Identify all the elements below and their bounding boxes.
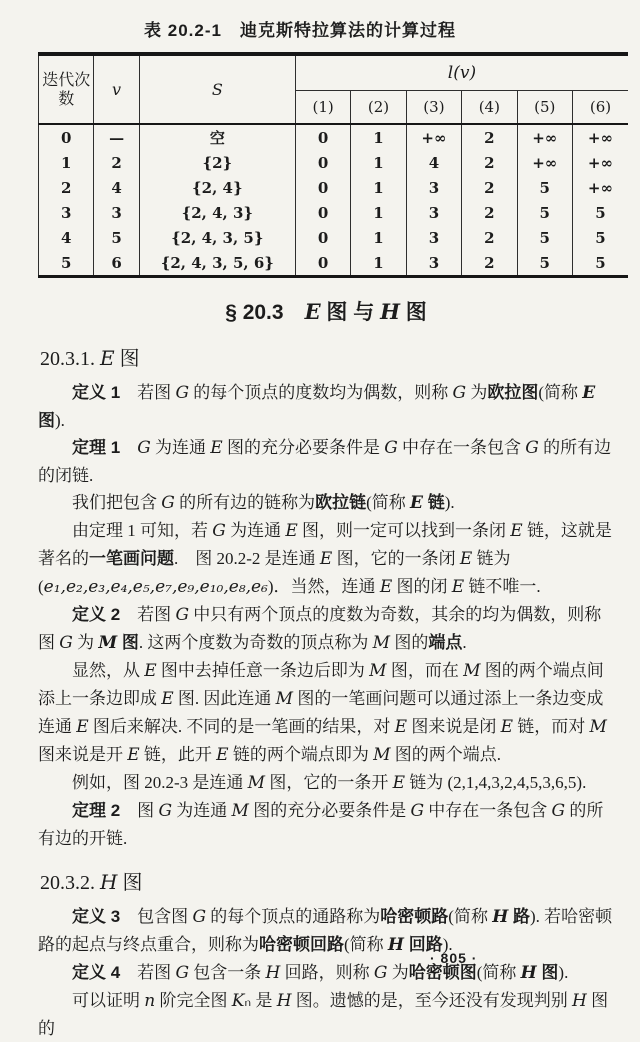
text-run: 图，它的一条开 [265,773,393,792]
dijkstra-table [38,52,628,278]
text-run: ). [55,411,65,430]
table-cell: 1 [351,200,406,225]
text-run: 图 [38,411,55,430]
table-cell: 3 [406,225,461,250]
table-cell: 5 [39,250,94,277]
table-cell: 3 [39,200,94,225]
text-run: . [462,633,467,652]
col-header-s: S [139,54,295,124]
text-run: H [572,991,587,1011]
table-cell: {2, 4, 3, 5, 6} [139,250,295,277]
table-row [39,124,629,150]
text-run: G [158,801,173,821]
table-cell: 0 [39,124,94,150]
text-run: 的所有边的闭链. [38,438,612,485]
text-run: (简称 [366,493,411,512]
text-run: E [76,717,89,737]
table-cell: 5 [517,225,572,250]
text-run: ). 若哈密顿路的起点与终点重合，则称为 [38,907,613,954]
table-cell: 2 [462,250,517,277]
text-run: 图的 [390,633,429,652]
table-cell: {2, 4} [139,175,295,200]
paragraph [38,769,614,797]
text-run: G [410,801,425,821]
text-run: G [384,438,398,458]
table-cell: 4 [94,175,139,200]
text-run: E [500,717,514,737]
table-cell: 2 [462,225,517,250]
text-run: 为 [387,963,409,982]
text-run: G [175,605,190,625]
text-run: 哈密顿回路 [259,935,344,954]
text-run: 为 [466,383,488,402]
text-run: H [276,991,292,1011]
text-run: E [100,346,115,370]
text-run: 为连通 [225,521,286,540]
paragraph [38,434,614,489]
text-run: 图的充分必要条件是 [248,801,411,820]
table-cell: 0 [295,250,350,277]
text-run [120,438,137,457]
paragraph [38,517,614,601]
text-run: 链的两个端点即为 [228,745,374,764]
text-run: 哈密顿图 [408,963,477,982]
text-run: . 这两个度数为奇数的顶点称为 [138,633,373,652]
text-run: E [144,661,157,681]
text-run: 可以证明 [72,991,145,1010]
text-run: 图，而在 [386,661,464,680]
text-run: G [175,383,190,403]
table-cell: 5 [94,225,139,250]
table-cell: 3 [406,200,461,225]
text-run: 图来说是开 [38,745,128,764]
table-cell: 3 [406,250,461,277]
text-run: 图 [117,633,139,652]
text-run: E [304,299,321,324]
page-number: · 805 · [430,950,478,966]
text-run: 为 [72,633,99,652]
text-run: n [144,991,156,1011]
text-run: 是 [251,991,277,1010]
text-run: 图中去掉任意一条边后即为 [156,661,370,680]
table-row [39,150,629,175]
section-heading [38,296,614,326]
text-run: 20.3.1. [40,348,100,370]
text-run: H [520,963,537,983]
text-run: G [137,438,151,458]
paragraph [38,601,614,657]
text-run: 链，而对 [513,717,590,736]
text-run: 图 [117,872,143,894]
col-header-iteration: 迭代次数 [39,54,94,124]
table-cell: +∞ [517,150,572,175]
text-run: M [369,661,387,681]
text-run: 回路 [403,935,443,954]
table-cell: {2, 4, 3, 5} [139,225,295,250]
table-cell: 1 [351,124,406,150]
text-run: E [161,689,174,709]
text-run: M [463,661,481,681]
text-run: 链 [422,493,445,512]
text-run: ). [444,493,455,512]
table-cell: 5 [517,175,572,200]
text-run: 图的闭 [392,577,452,596]
text-run: E [216,745,229,765]
text-run: 欧拉链 [315,493,367,512]
text-run: (简称 [476,963,521,982]
table-cell: 1 [351,175,406,200]
text-run: G [212,521,226,541]
text-run: E [410,493,423,513]
text-run: H [100,870,118,894]
text-run: G [525,438,539,458]
text-run: G [192,907,207,927]
text-run: 图的两个端点. [390,745,502,764]
text-run: 图。遗憾的是，至今还没有发现判别 [291,991,573,1010]
table-cell: 3 [406,175,461,200]
section-content [38,290,614,1042]
text-run: H [387,935,404,955]
table-cell: {2, 4, 3} [139,200,295,225]
table-cell: — [94,124,139,150]
text-run: E [127,745,140,765]
text-run: G [161,493,175,513]
table-cell: 5 [595,228,606,247]
table-cell: 5 [595,203,606,222]
text-run: G [175,963,190,983]
text-run: e₁,e₂,e₃,e₄,e₅,e₇,e₉,e₁₀,e₈,e₆ [43,577,268,597]
table-cell: 5 [595,253,606,272]
text-run: 图来说是闭 [407,717,501,736]
table-header [39,54,629,124]
text-run: H [265,963,281,983]
text-run: 显然，从 [72,661,145,680]
text-run: 链，这就是著名的 [38,521,612,568]
col-subheader: (5) [517,91,572,125]
text-run: E [510,521,523,541]
table-cell: +∞ [517,124,572,150]
table-cell: 1 [39,150,94,175]
text-run: 的所有边的链称为 [174,493,316,512]
text-run: E [582,383,596,403]
table-cell: 0 [295,150,350,175]
table-cell: 2 [462,150,517,175]
col-subheader: (3) [406,91,461,125]
text-run: 若图 [120,963,176,982]
text-run: M [231,801,249,821]
text-run: )．当然，连通 [267,577,380,596]
text-run: 链为 (2,1,4,3,2,4,5,3,6,5). [405,773,587,792]
table-row [39,250,629,277]
paragraph [38,797,614,852]
text-run: 回路，则称 [280,963,374,982]
text-run: 定义 2 [72,605,121,624]
table-cell: 4 [406,150,461,175]
paragraph [38,657,614,769]
text-run: H [380,299,400,324]
table-cell: 4 [39,225,94,250]
text-run: E [319,549,333,569]
table-cell: +∞ [587,128,613,147]
text-run: G [452,383,467,403]
text-run: 链不唯一. [464,577,541,596]
paragraph [38,959,614,987]
text-run: E [459,549,473,569]
text-run: 图的两个端点间添上一条边即成 [38,661,604,708]
text-run: 中存在一条包含 [397,438,526,457]
text-run: M [247,773,266,793]
subsection-heading [40,866,614,895]
paragraph [38,903,614,959]
col-subheader: (4) [462,91,517,125]
text-run: 图后来解决. 不同的是一笔画的结果，对 [88,717,395,736]
text-run: ). [442,935,453,954]
text-run: G [59,633,73,653]
subsection-heading [40,342,614,371]
text-run: E [394,717,408,737]
text-run: 若图 [120,605,176,624]
text-run: G [551,801,566,821]
text-run: 端点 [428,633,463,652]
text-run: 为连通 [172,801,232,820]
text-run: 为连通 [150,438,211,457]
text-run: 图. 因此连通 [173,689,276,708]
text-run: . 图 20.2-2 是连通 [174,549,320,568]
text-run: 图的 [38,991,609,1038]
text-run: M [275,689,294,709]
table-cell: +∞ [587,178,613,197]
text-run: 链，此开 [139,745,217,764]
text-run: 链为 ( [38,549,511,596]
table-cell: 1 [351,150,406,175]
text-run: 路 [508,907,530,926]
text-run: 中只有两个顶点的度数为奇数，其余的均为偶数，则称图 [38,605,602,652]
text-run: 定义 4 [72,963,121,982]
text-run: 定义 3 [72,907,121,926]
text-run: E [451,577,465,597]
table-row [39,225,629,250]
table-cell: +∞ [406,124,461,150]
text-run: 定理 1 [72,438,121,457]
text-run: 若图 [120,383,176,402]
text-run: 图 [536,963,559,982]
table-cell: 1 [351,250,406,277]
table-cell: 5 [517,200,572,225]
col-header-lv: l(v) [295,54,628,91]
text-run: 例如，图 20.2-3 是连通 [72,773,248,792]
header-row [39,54,629,91]
table-cell: 2 [94,150,139,175]
text-run: (简称 [538,383,583,402]
col-subheader: (2) [351,91,406,125]
text-run: 我们把包含 [72,493,162,512]
text-run: 欧拉图 [487,383,539,402]
text-run: 图，它的一条闭 [332,549,460,568]
table-body [39,124,629,277]
table-cell: +∞ [587,153,613,172]
table-cell: 0 [295,225,350,250]
text-run: 图 [114,348,140,370]
text-run: ). [558,963,569,982]
text-run: 包含图 [120,907,193,926]
text-run: 图的一笔画问题可以通过添上一条边变成连通 [38,689,604,736]
table-cell: 2 [39,175,94,200]
table-cell: 空 [139,124,295,150]
paragraph [38,987,614,1042]
text-run: E [285,521,298,541]
table-cell: 2 [462,124,517,150]
text-run: 一笔画问题 [89,549,174,568]
text-run: 阶完全图 [155,991,232,1010]
text-run: K [231,991,245,1011]
text-run: 图的充分必要条件是 [222,438,385,457]
table-cell: 0 [295,124,350,150]
text-run: M [373,745,391,765]
text-run: 中存在一条包含 [424,801,552,820]
text-run: M [372,633,391,653]
paragraph [38,489,614,517]
table-cell: 1 [351,225,406,250]
text-run: M [589,717,607,737]
table-cell: 2 [462,200,517,225]
text-run: § 20.3 [225,301,305,324]
table-cell: 2 [462,175,517,200]
table-cell: 3 [94,200,139,225]
text-run: (简称 [344,935,388,954]
table-title: 表 20.2-1 迪克斯特拉算法的计算过程 [144,21,456,40]
text-run: 的每个顶点的通路称为 [206,907,381,926]
text-run: 图 与 [320,301,381,324]
text-run: ₙ [244,991,252,1010]
text-run: E [379,577,393,597]
table-row [39,175,629,200]
table-cell: 0 [295,175,350,200]
text-run: 定理 2 [72,801,121,820]
text-run: E [210,438,223,458]
text-run: 的每个顶点的度数均为偶数，则称 [189,383,453,402]
col-header-v: v [94,54,139,124]
text-run: 图 [120,801,159,820]
paragraph [38,379,614,434]
col-subheader: (6) [572,91,628,125]
text-run: 20.3.2. [40,872,100,894]
text-run: H [492,907,509,927]
text-run: 包含一条 [189,963,266,982]
text-run: 图 [399,301,427,324]
table-cell: 0 [295,200,350,225]
text-run: 定义 1 [72,383,121,402]
text-run: E [392,773,406,793]
col-subheader: (1) [295,91,350,125]
text-run: 由定理 1 可知，若 [72,521,213,540]
table-cell: 6 [94,250,139,277]
table-row [39,200,629,225]
text-run: 的所有边的开链. [38,801,604,848]
table-cell: {2} [139,150,295,175]
text-run: G [373,963,388,983]
text-run: M [98,633,118,653]
text-run: 图，则一定可以找到一条闭 [297,521,511,540]
text-run: (简称 [448,907,493,926]
text-run: 哈密顿路 [380,907,449,926]
table-cell: 5 [517,250,572,277]
